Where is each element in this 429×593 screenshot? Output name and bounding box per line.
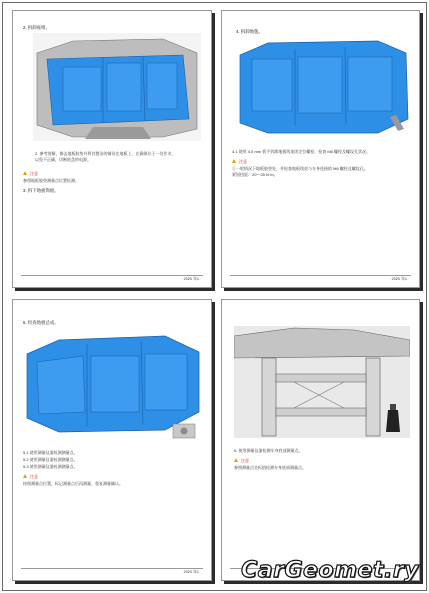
substep-line: 2. 参考图解，揭去地板胶垫并将其整洁的铺设在地板上，在确保位于一处作业， bbox=[35, 151, 176, 156]
substep-line: 4.1 使用 4.5 mm 扳手拆卸地板线束固定位螺栓，检查 M6 螺栓及螺纹孔状况。 bbox=[232, 149, 371, 154]
figure-floor-overview bbox=[33, 33, 201, 141]
substep-line: 以免不正确，切断底盘的电源。 bbox=[35, 157, 91, 162]
page-number: 2020 年1 bbox=[183, 277, 199, 281]
substep-line: 6. 使用测量仪器检测车身底部测量点。 bbox=[234, 448, 303, 453]
note-text: 参照地板胶垫测量点位置检测。 bbox=[23, 178, 79, 183]
note-text: 按照测量点位置，标记测量点后再测量，重复测量确认。 bbox=[23, 481, 123, 486]
footer-rule bbox=[230, 275, 411, 276]
manual-page-2 bbox=[221, 10, 420, 288]
step-title: 2. 拆卸座椅。 bbox=[23, 25, 50, 30]
note-text: ①一般情况下地板胶垫处，并检查地板线束与车身连接的 M6 螺栓及螺纹孔。 bbox=[232, 166, 368, 171]
manual-page-1 bbox=[12, 10, 212, 288]
step-title: 5. 检查地板总成。 bbox=[23, 320, 59, 325]
manual-page-3 bbox=[12, 299, 212, 581]
note-title: 注意 bbox=[241, 458, 249, 463]
warning-icon bbox=[232, 159, 236, 163]
page-number: 2020 年1 bbox=[391, 277, 407, 281]
figure-floor-assembly bbox=[23, 332, 203, 440]
page-number: 2020 年1 bbox=[183, 570, 199, 574]
substep-line: 5.3 使用测量仪器检测测量点。 bbox=[23, 464, 78, 469]
footer-rule bbox=[21, 275, 203, 276]
note-text: 紧固扭矩：20～25 N·m。 bbox=[232, 172, 278, 177]
note-title: 注意 bbox=[30, 474, 38, 479]
step-title: 4. 拆卸地毯。 bbox=[236, 29, 263, 34]
note-title: 注意 bbox=[30, 171, 38, 176]
substep-line: 5.2 使用测量仪器检测测量点。 bbox=[23, 457, 78, 462]
note-text: 参照测量点坐标值检测车身底部测量点。 bbox=[234, 465, 306, 470]
warning-icon bbox=[234, 458, 238, 462]
step-title: 3. 拆下地板饰板。 bbox=[23, 188, 59, 193]
cargeometry-logo: CarGeomet.ry bbox=[241, 558, 419, 583]
footer-rule bbox=[21, 568, 203, 569]
substep-line: 5.1 使用测量仪器检测测量点。 bbox=[23, 450, 78, 455]
warning-icon bbox=[23, 474, 27, 478]
figure-floor-carpet bbox=[238, 39, 410, 135]
note-title: 注意 bbox=[239, 159, 247, 164]
warning-icon bbox=[23, 171, 27, 175]
manual-page-4 bbox=[221, 299, 420, 581]
figure-underbody-frame bbox=[234, 326, 410, 438]
